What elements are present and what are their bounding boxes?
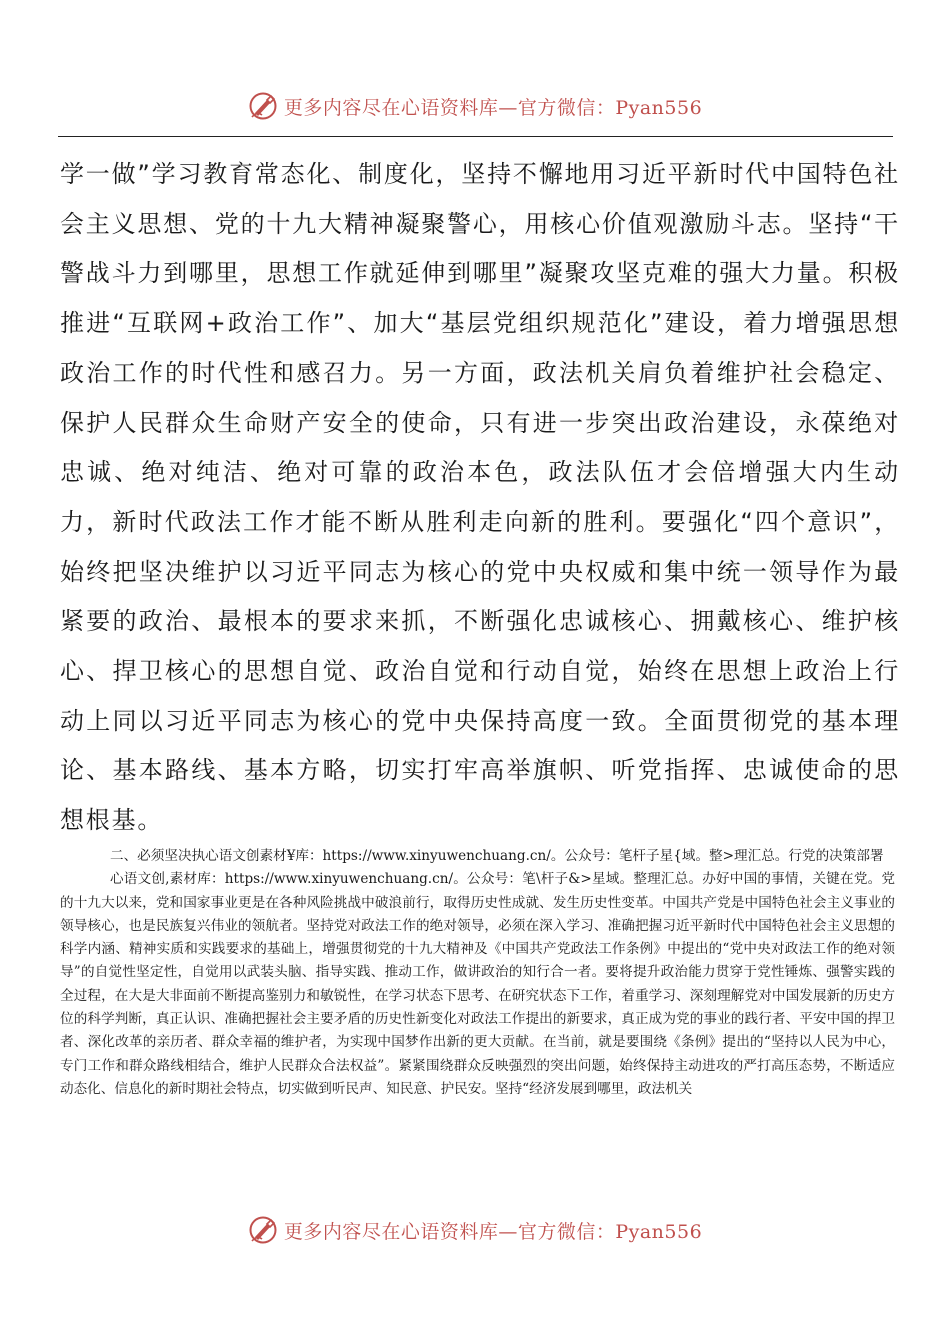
main-paragraph: 学一做”学习教育常态化、制度化，坚持不懈地用习近平新时代中国特色社会主义思想、党的十九大精神凝聚警心，用核心价值观激励斗志。坚持“干警战斗力到哪里，思想工作就延伸到哪里”凝聚攻坚克难的强大力量。积极推进“互联网+政治工作”、加大“基层党组织规范化”建设，着力增强思想政治工作的时代性和感召力。另一方面，政法机关肩负着维护社会稳定、保护人民群众生命财产安全的使命，只有进一步突出政治建设，永葆绝对忠诚、绝对纯洁、绝对可靠的政治本色，政法队伍才会倍增强大内生动力，新时代政法工作才能不断从胜利走向新的胜利。要强化“四个意识”，始终把坚决维护以习近平同志为核心的党中央权威和集中统一领导作为最紧要的政治、最根本的要求来抓，不断强化忠诚核心、拥戴核心、维护核心、捍卫核心的思想自觉、政治自觉和行动自觉，始终在思想上政治上行动上同以习近平同志为核心的党中央保持高度一致。全面贯彻党的基本理论、基本路线、基本方略，切实打牢高举旗帜、听党指挥、忠诚使命的思想根基。 [60,160,900,835]
header-banner-text: 更多内容尽在心语资料库—官方微信：Pyan556 [283,96,703,119]
pen-logo-icon [248,91,278,121]
footer-banner [0,1210,950,1250]
small-paragraph: 心语文创,素材库：https://www.xinyuwenchuang.cn/。公众号：笔\杆子&>星域。整理汇总。办好中国的事情，关键在党。党的十九大以来，党和国家事业更是在各种风险挑战中破浪前行，取得历史性成就、发生历史性变革。中国共产党是中国特色社会主义事业的领导核心，也是民族复兴伟业的领航者。坚持党对政法工作的绝对领导，必须在深入学习、准确把握习近平新时代中国特色社会主义思想的科学内涵、精神实质和实践要求的基础上，增强贯彻党的十九大精神及《中国共产党政法工作条例》中提出的“党中央对政法工作的绝对领导”的自觉性坚定性，自觉用以武装头脑、指导实践、推动工作，做讲政治的知行合一者。要将提升政治能力贯穿于党性锤炼、强警实践的全过程，在大是大非面前不断提高鉴别力和敏锐性，在学习状态下思考、在研究状态下工作，着重学习、深刻理解党对中国发展新的历史方位的科学判断，真正认识、准确把握社会主要矛盾的历史性新变化对政法工作提出的新要求，真正成为党的事业的践行者、平安中国的捍卫者、深化改革的亲历者、群众幸福的维护者，为实现中国梦作出新的更大贡献。在当前，就是要围绕《条例》提出的“坚持以人民为中心，专门工作和群众路线相结合，维护人民群众合法权益”。紧紧围绕群众反映强烈的突出问题，始终保持主动进攻的严打高压态势，不断适应动态化、信息化的新时期社会特点，切实做到听民声、知民意、护民安。坚持“经济发展到哪里，政法机关 [60,871,895,1097]
pen-logo-icon [248,1215,278,1245]
small-text-block [60,845,895,1101]
header-divider [58,136,893,137]
header-banner [0,86,950,126]
main-text-block [60,150,900,846]
section-heading: 二、必须坚决执心语文创素材¥库：https://www.xinyuwenchuang.cn/。公众号：笔杆子星{域。整>理汇总。行党的决策部署 [110,848,884,864]
footer-banner-text: 更多内容尽在心语资料库—官方微信：Pyan556 [283,1220,703,1243]
